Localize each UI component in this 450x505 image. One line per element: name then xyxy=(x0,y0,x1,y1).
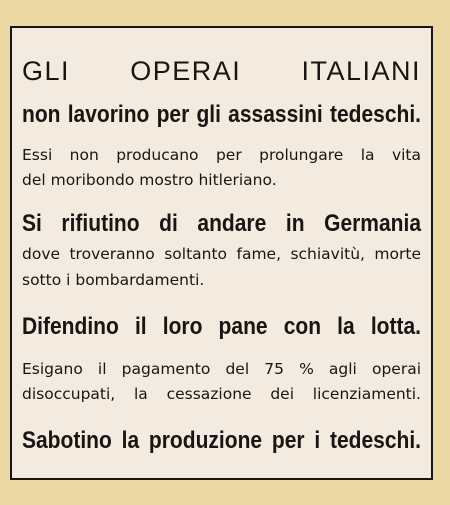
paragraph3-line1: Esigano il pagamento del 75 % agli operai xyxy=(22,360,421,378)
heading-sabotino: Sabotino la produzione per i tedeschi. xyxy=(22,427,421,454)
leaflet-title: GLI OPERAI ITALIANI xyxy=(22,56,421,86)
heading-lotta: Difendino il loro pane con la lotta. xyxy=(22,313,421,340)
paragraph3-line2: disoccupati, la cessazione dei licenziamenti. xyxy=(22,385,421,403)
leaflet-subtitle: non lavorino per gli assassini tedeschi. xyxy=(22,101,421,128)
paragraph2-line2: sotto i bombardamenti. xyxy=(22,271,205,289)
paragraph2-line1: dove troveranno soltanto fame, schiavitù, morte xyxy=(22,245,421,263)
paragraph1-line2: del moribondo mostro hitleriano. xyxy=(22,171,277,189)
paragraph1-line1: Essi non producano per prolungare la vita xyxy=(22,146,421,164)
leaflet-sheet xyxy=(10,26,433,480)
heading-germania: Si rifiutino di andare in Germania xyxy=(22,210,421,237)
